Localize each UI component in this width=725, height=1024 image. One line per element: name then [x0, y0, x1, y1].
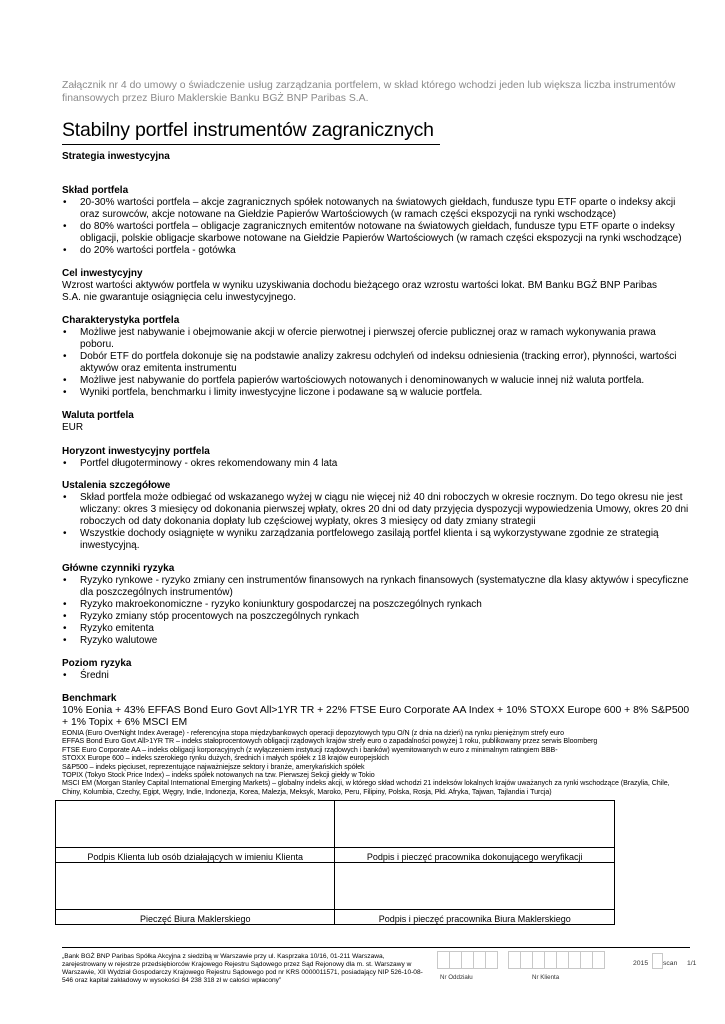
charakterystyka-heading: Charakterystyka portfela [62, 315, 180, 326]
list-item: • Ryzyko zmiany stóp procentowych na poszczególnych rynkach [63, 611, 360, 622]
section-poziom [62, 658, 690, 682]
intro-text: Załącznik nr 4 do umowy o świadczenie usług zarządzania portfelem, w skład którego wchodzi jeden lub większa liczba instrumentów finansowych przez Biuro Maklerskie Banku BGŻ BNP Paribas S.A. [62, 80, 676, 104]
section-horyzont [62, 446, 690, 470]
definition-line: FTSE Euro Corporate AA – indeks obligacji korporacyjnych (z wyłączeniem instytucji rządowych i banków) wyemitowanych w euro z minimalnym ratingiem BBB- [62, 745, 558, 754]
horyzont-list [62, 458, 690, 470]
stamp-box [56, 863, 335, 910]
ustalenia-list [62, 492, 690, 552]
ryzyka-list [62, 575, 690, 647]
list-item: • Ryzyko makroekonomiczne - ryzyko koniunktury gospodarczej na poszczególnych rynkach [63, 599, 482, 610]
list-item: • Dobór ETF do portfela dokonuje się na podstawie analizy zakresu odchyleń od indeksu odniesienia (tracking error), płynności, wartości aktywów oraz emitenta instrumentu [63, 351, 677, 374]
page-title: Stabilny portfel instrumentów zagranicznych [62, 119, 434, 141]
stamp-label: Pieczęć Biura Maklerskiego [56, 910, 335, 925]
section-waluta [62, 410, 690, 434]
title-underline [62, 144, 440, 145]
definition-line: EONIA (Euro OverNight Index Average) - referencyjna stopa międzybankowych operacji depozytowych typu O/N (z dnia na dzień) na rynku pieniężnym strefy euro [62, 729, 564, 737]
footer-scan-label: scan [663, 960, 678, 967]
ryzyka-heading: Główne czynniki ryzyka [62, 563, 175, 574]
benchmark-text: 10% Eonia + 43% EFFAS Bond Euro Govt All>1YR TR + 22% FTSE Euro Corporate AA Index + 10% STOXX Europe 600 + 8% S&P500 + 1% Topix + 6% MSCI EM [62, 705, 690, 728]
list-item: • Możliwe jest nabywanie do portfela papierów wartościowych notowanych i denominowanych w walucie innej niż waluta portfela. [63, 375, 645, 386]
section-benchmark [62, 693, 690, 796]
section-charakterystyka [62, 315, 690, 399]
list-item: • Wszystkie dochody osiągnięte w wyniku zarządzania portfelowego zasilają portfel klienta i są wykorzystywane zgodnie ze strategią inwestycyjną. [63, 528, 659, 551]
waluta-heading: Waluta portfela [62, 410, 134, 421]
sklad-heading: Skład portfela [62, 185, 129, 196]
footer-bank-text: „Bank BGŻ BNP Paribas Spółka Akcyjna z siedzibą w Warszawie przy ul. Kasprzaka 10/16, 01-211 Warszawa, zarejestrowany w rejestrze przedsiębiorców Krajowego Rejestru Sądowego przez Sąd Rejonowy dla m. st. Warszawy w Warszawie, XII Wydział Gospodarczy Krajowego Rejestru Sądowego pod nr KRS 0000011571, posiadający NIP 526-10-08-546 oraz kapitał zakładowy w wysokości 84 238 318 zł w całości wpłacony” [62, 953, 423, 984]
list-item: • do 80% wartości portfela – obligacje zagranicznych emitentów notowane na światowych giełdach, fundusze typu ETF oparte o indeksy obligacji, polskie obligacje skarbowe notowane na Giełdzie Papierów Wartościowych (w ramach części ekspozycji na rynki wschodzące) [63, 221, 682, 244]
list-item: • Możliwe jest nabywanie i obejmowanie akcji w ofercie pierwotnej i pierwszej ofercie publicznej oraz w ramach wykonywania prawa poboru. [63, 327, 656, 350]
list-item: • Skład portfela może odbiegać od wskazanego wyżej w ciągu nie więcej niż 40 dni roboczych w okresie rocznym. Do tego okresu nie jest wliczany: okres 3 miesięcy od dokonania pierwszej wpłaty, okres 20 dni od daty przyjęcia dyspozycji wypowiedzenia Umowy, okres 20 dni roboczych od daty dokonania dopłaty lub częściowej wypłaty, okres 3 miesięcy od daty zmiany strategii [63, 492, 689, 527]
list-item: • 20-30% wartości portfela – akcje zagranicznych spółek notowanych na światowych giełdach, fundusze typu ETF oparte o indeksy akcji oraz surowców, akcje notowane na Giełdzie Papierów Wartościowych (w ramach części ekspozycji na rynki wschodzące) [63, 197, 676, 220]
list-item: • Ryzyko rynkowe - ryzyko zmiany cen instrumentów finansowych na rynkach finansowych (systematyczne dla klasy aktywów i specyficzne dla poszczególnych instrumentów) [63, 575, 689, 598]
list-item: • Ryzyko walutowe [63, 635, 158, 646]
employee-verify-signature-label: Podpis i pieczęć pracownika dokonującego weryfikacji [335, 848, 615, 863]
employee-bm-signature-box [335, 863, 615, 910]
section-cel [62, 268, 690, 304]
strategy-heading: Strategia inwestycyjna [62, 151, 170, 162]
benchmark-definitions [62, 729, 690, 796]
benchmark-heading: Benchmark [62, 693, 117, 704]
footer-page-number: 1/1 [687, 960, 697, 967]
definition-line: STOXX Europe 600 – indeks szerokiego rynku dużych, średnich i małych spółek z 18 krajów europejskich [62, 754, 389, 763]
cel-text: Wzrost wartości aktywów portfela w wyniku uzyskiwania dochodu bieżącego oraz wzrostu wartości lokat. BM Banku BGŻ BNP Paribas S.A. nie gwarantuje osiągnięcia celu inwestycyjnego. [62, 280, 658, 303]
list-item: • Wyniki portfela, benchmarku i limity inwestycyjne liczone i podawane są w walucie portfela. [63, 387, 483, 398]
client-number-label: Nr Klienta [532, 974, 560, 981]
footer-year: 2015 [633, 960, 649, 967]
cel-heading: Cel inwestycyjny [62, 268, 143, 279]
definition-line: S&P500 – indeks pięciuset, reprezentujące najważniejsze sektory i branże, amerykańskich spółek [62, 762, 365, 771]
charakterystyka-list [62, 327, 690, 399]
client-signature-label: Podpis Klienta lub osób działających w imieniu Klienta [56, 848, 335, 863]
employee-bm-signature-label: Podpis i pieczęć pracownika Biura Maklerskiego [335, 910, 615, 925]
definition-line: EFFAS Bond Euro Govt All>1YR TR – indeks stałoprocentowych obligacji rządowych krajów strefy euro o zapadalności powyżej 1 roku, publikowany przez serwis Bloomberg [62, 737, 598, 746]
scan-checkbox [652, 953, 663, 969]
list-item: • Portfel długoterminowy - okres rekomendowany min 4 lata [63, 458, 338, 469]
section-ryzyka [62, 563, 690, 647]
branch-number-label: Nr Oddziału [440, 974, 473, 981]
poziom-list [62, 670, 690, 682]
signature-table [55, 800, 615, 925]
sklad-list [62, 197, 690, 257]
horyzont-heading: Horyzont inwestycyjny portfela [62, 446, 210, 457]
list-item: • Ryzyko emitenta [63, 623, 154, 634]
list-item: • Średni [63, 670, 109, 681]
branch-number-boxes [437, 951, 498, 969]
section-sklad [62, 185, 690, 257]
client-signature-box [56, 801, 335, 848]
employee-verify-signature-box [335, 801, 615, 848]
waluta-value: EUR [62, 422, 84, 433]
ustalenia-heading: Ustalenia szczegółowe [62, 480, 171, 491]
poziom-heading: Poziom ryzyka [62, 658, 132, 669]
list-item: • do 20% wartości portfela - gotówka [63, 245, 236, 256]
definition-line: TOPIX (Tokyo Stock Price Index) – indeks spółek notowanych na tzw. Pierwszej Sekcji giełdy w Tokio [62, 771, 375, 780]
client-number-boxes [508, 951, 605, 969]
section-ustalenia [62, 480, 690, 552]
footer-rule [62, 947, 690, 948]
definition-line: MSCI EM (Morgan Stanley Capital International Emerging Markets) – globalny indeks akcji, w którego skład wchodzi 21 indeksów lokalnych krajów uważanych za rynki wschodzące (Brazylia, Chile, Chiny, Kolumbia, Czechy, Egipt, Węgry, Indie, Indonezja, Korea, Malezja, Meksyk, Maroko, Peru, Filipiny, Polska, Rosja, Płd. Afryka, Tajwan, Tajlandia i Turcja) [62, 779, 670, 796]
